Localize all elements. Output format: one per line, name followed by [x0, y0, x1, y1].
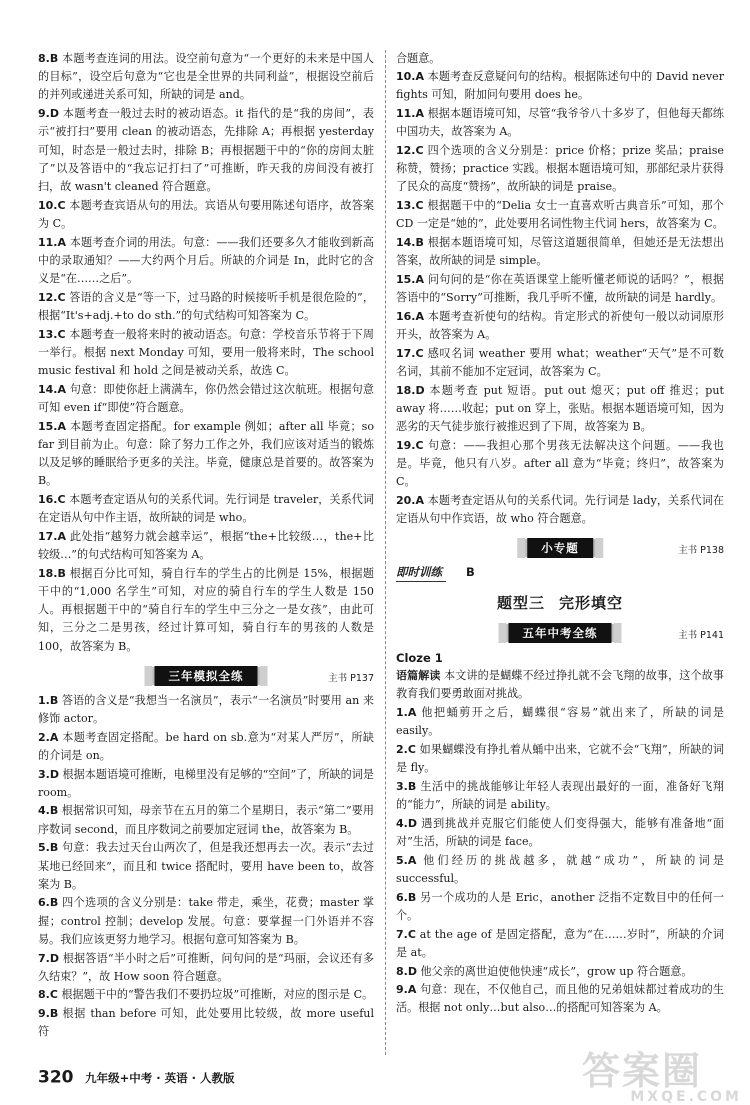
answer-number: 8.D [396, 964, 417, 978]
answer-explanation: 句意：即使你赶上满满车，你仍然会错过这次航班。根据句意可知 even if“即使”符合题意。 [38, 382, 374, 414]
answer-explanation: 如果蝴蝶没有挣扎着从蛹中出来，它就不会“飞翔”，所缺的词是 fly。 [396, 743, 724, 775]
answer-explanation: 根据题干中的“Delia 女士一直喜欢听古典音乐”可知，那个 CD 一定是“她的”，此处要用名词性物主代词 hers，故答案为 C。 [396, 199, 725, 231]
answer-number: 12.C [38, 290, 66, 304]
answer-item [396, 68, 724, 104]
answer-explanation: 根据常识可知，母亲节在五月的第二个星期日，表示“第二”要用序数词 second，而且序数词之前要加定冠词 the，故答案为 B。 [38, 804, 374, 836]
answer-item [396, 778, 724, 814]
answer-explanation: 根据题干中的“警告我们不要扔垃圾”可推断，对应的图示是 C。 [61, 988, 374, 1002]
answer-item [38, 986, 374, 1004]
answer-explanation: 他们经历的挑战越多，就越“成功”，所缺的词是 successful。 [396, 853, 724, 886]
answer-item [38, 950, 374, 986]
answer-item [396, 741, 724, 777]
section-page-ref-five-year: 主书 P141 [678, 630, 724, 642]
answer-explanation: 另一个成功的人是 Eric，another 泛指不定数目中的任何一个。 [396, 890, 724, 922]
answer-item [396, 926, 724, 962]
section-banner-five-year: 五年中考全练 [509, 623, 612, 643]
answer-number: 13.C [396, 199, 424, 213]
section-header-three-year [38, 662, 374, 688]
answer-item [38, 326, 374, 381]
left-answers-top [38, 50, 374, 656]
section-banner: 三年模拟全练 [155, 666, 258, 686]
answer-number: 15.A [396, 272, 424, 286]
answer-explanation: 四个选项的含义分别是：price 价格；prize 奖品；praise 称赞，赞扬；practice 实践。根据本题语境可知，那部纪录片获得了民众的高度“赞扬”，故所缺的词是 praise。 [396, 144, 724, 194]
answer-item [396, 492, 724, 528]
answer-item [38, 692, 374, 728]
answer-explanation: 遇到挑战并克服它们能使人们变得强大，能够有准备地“面对”生活，所缺的词是 face。 [396, 816, 724, 849]
answer-number: 20.A [396, 493, 424, 507]
answer-item [38, 197, 374, 233]
watermark-line2: MXQE.COM [630, 1089, 742, 1105]
answer-explanation: 他父亲的离世迫使他快速“成长”，grow up 符合题意。 [420, 964, 693, 978]
mini-topic-banner: 小专题 [527, 538, 593, 558]
answer-number: 6.B [38, 896, 59, 910]
answer-number: 17.C [396, 346, 424, 360]
answer-number: 11.A [38, 235, 66, 249]
answer-number: 9.A [396, 983, 417, 997]
answer-explanation: 本题考查 put 短语。put out 熄灭；put off 推迟；put away 将……收起；put on 穿上，张贴。根据本题语境可知，因为恶劣的天气徒步旅行被推迟到了下周，故答案为 B。 [396, 383, 724, 434]
answer-explanation: at the age of 是固定搭配，意为“在……岁时”，所缺的介词是 at。 [396, 927, 725, 959]
answer-number: 9.D [38, 107, 59, 121]
answer-item [38, 766, 374, 802]
right-column [396, 50, 724, 1018]
answer-number: 10.A [396, 70, 424, 84]
answer-explanation: 本题考查一般过去时的被动语态。it 指代的是“我的房间”，表示“被打扫”要用 clean 的被动语态，先排除 A；再根据 yesterday 可知，时态是一般过去时，排除 B；再根据题干中的“你的房间太脏了”以及答语中的“我忘记打扫了”可推断，昨天我的房间没有被打扫，故 wasn't cleaned 符合题意。 [38, 107, 374, 193]
answer-number: 3.D [38, 767, 59, 781]
answer-item [396, 271, 724, 307]
answer-explanation: 本题考查定语从句的关系代词。先行词是 traveler，关系代词在定语从句中作主语，故所缺的词是 who。 [38, 492, 374, 525]
question-type-number: 题型三 [496, 594, 545, 613]
answer-item [396, 963, 724, 981]
answer-item [396, 437, 724, 492]
answer-number: 17.A [38, 529, 66, 543]
left-answers-bottom [38, 692, 374, 1042]
answer-number: 14.B [396, 236, 424, 250]
answer-number: 2.C [396, 743, 416, 757]
answer-number: 19.C [396, 438, 424, 452]
answer-item [38, 894, 374, 949]
answer-item [38, 381, 374, 417]
left-column [38, 50, 374, 1042]
answer-number: 9.B [38, 1007, 59, 1021]
mini-topic-header [396, 534, 724, 560]
answer-number: 5.B [38, 841, 59, 855]
answer-explanation: 他把蛹剪开之后，蝴蝶很“容易”就出来了，所缺的词是 easily。 [396, 706, 724, 738]
answer-number: 14.A [38, 382, 66, 396]
mini-topic-page-ref: 主书 P138 [678, 545, 724, 557]
answer-explanation: 问句问的是“你在英语课堂上能听懂老师说的话吗？”，根据答语中的“Sorry”可推断，我几乎听不懂，故所缺的词是 hardly。 [396, 272, 724, 305]
answer-explanation: 答语的含义是“我想当一名演员”，表示“一名演员”时要用 an 来修饰 actor。 [38, 693, 375, 725]
right-answers-bottom [396, 704, 724, 1017]
answer-item [396, 345, 724, 381]
ontime-training-answer: B [466, 565, 475, 580]
answer-item [38, 565, 374, 656]
question-type-name: 完形填空 [559, 594, 624, 613]
passage-intro-label: 语篇解读 [396, 669, 441, 683]
answer-number: 2.A [38, 730, 59, 744]
answer-number: 5.A [396, 853, 417, 867]
continued-text: 合题意。 [396, 52, 441, 65]
answer-explanation: 根据本题语境可推断，电梯里没有足够的“空间”了，所缺的词是 room。 [38, 767, 374, 799]
answer-explanation: 根据本题语境可知，尽管“我爷爷八十多岁了，但他每天都练中国功夫，故答案为 A。 [396, 107, 724, 139]
answer-explanation: 本题考查宾语从句的用法。宾语从句要用陈述句语序，故答案为 C。 [38, 198, 374, 230]
answer-item [396, 142, 724, 197]
answer-number: 13.C [38, 327, 66, 341]
answer-item [396, 981, 724, 1017]
answer-item [38, 528, 374, 564]
answer-item [38, 50, 374, 105]
answer-number: 10.C [38, 198, 66, 212]
answer-explanation: 根据百分比可知，骑自行车的学生占的比例是 15%，根据题干中的“1,000 名学生”可知，对应的骑自行车的学生人数是 150 人。再根据题干中的“骑自行车的学生中三分之一是女孩”，由此可知，三分之二是男孩，经过计算可知，骑自行车的男孩的人数是 100，故答案为 B。 [38, 566, 374, 653]
answer-explanation: 答语的含义是“等一下，过马路的时候接听手机是很危险的”，根据“It's+adj.+to do sth.”的句式结构可知答案为 C。 [38, 290, 374, 322]
ontime-training-label: 即时训练 [396, 564, 446, 582]
answer-number: 15.A [38, 419, 66, 433]
answer-explanation: 本题考查介词的用法。句意：——我们还要多久才能收到新高中的录取通知？——大约两个月后。所缺的介词是 In，此时它的含义是“在……之后”。 [38, 235, 374, 285]
answer-number: 18.B [38, 566, 66, 580]
watermark-line1: 答案圈 [582, 1049, 703, 1093]
answer-number: 7.C [396, 927, 416, 941]
answer-item [396, 889, 724, 925]
answer-item [38, 802, 374, 838]
answer-explanation: 本题考查反意疑问句的结构。根据陈述句中的 David never fights 可知，附加问句要用 does he。 [396, 70, 724, 102]
answer-item [38, 491, 374, 527]
page-footer [38, 1067, 234, 1088]
book-title: 九年级+中考 · 英语 · 人教版 [85, 1070, 235, 1085]
answer-explanation: 根据答语“半小时之后”可推断，问句问的是“玛丽，会议还有多久结束？”，故 How soon 符合题意。 [38, 951, 374, 983]
answer-item [38, 234, 374, 289]
passage-intro [396, 667, 724, 703]
answer-number: 7.D [38, 951, 59, 965]
column-divider [385, 50, 386, 1055]
answer-item [38, 105, 374, 196]
answer-number: 4.D [396, 816, 417, 830]
answer-number: 4.B [38, 804, 59, 818]
cloze-title: Cloze 1 [396, 651, 443, 666]
answer-explanation: 本题考查固定搭配。for example 例如；after all 毕竟；so far 到目前为止。句意：除了努力工作之外，我们应该对适当的锻炼以及足够的睡眠给予更多的关注。毕竟，健康总是首要的。故答案为 B。 [38, 419, 374, 488]
answer-explanation: 句意：现在，不仅他自己，而且他的兄弟姐妹都过着成功的生活。根据 not only…but also…的搭配可知答案为 A。 [396, 983, 724, 1015]
answer-item [396, 234, 724, 270]
answer-item [396, 308, 724, 344]
answer-number: 16.C [38, 492, 66, 506]
answer-item [396, 815, 724, 851]
answer-number: 3.B [396, 780, 417, 793]
answer-explanation: 本题考查定语从句的关系代词。先行词是 lady，关系代词在定语从句中作宾语，故 who 符合题意。 [396, 493, 725, 526]
answer-explanation: 句意：我去过天台山两次了，但是我还想再去一次。表示“去过某地已经回来”，而且和 twice 搭配时，要用 have been to，故答案为 B。 [38, 841, 374, 891]
answer-number: 6.B [396, 890, 417, 904]
answer-number: 1.B [38, 693, 59, 707]
answer-item [396, 382, 724, 437]
section-page-ref: 主书 P137 [328, 672, 374, 684]
watermark-logo [582, 1040, 742, 1105]
answer-item [396, 852, 724, 888]
answer-item [38, 839, 374, 894]
answer-explanation: 本题考查连词的用法。设空前句意为“一个更好的未来是中国人的目标”，设空后句意为“它也是全世界的共同利益”，根据设空前后的并列或递进关系可知，所缺的词是 and。 [38, 52, 374, 102]
question-type-title [396, 592, 724, 613]
answer-explanation: 根据 than before 可知，此处要用比较级，故 more useful 符 [38, 1007, 374, 1039]
answer-number: 8.B [38, 52, 59, 65]
answer-item [38, 418, 374, 491]
answer-explanation: 句意：——我担心那个男孩无法解决这个问题。——我也是。毕竟，他只有八岁。after all 意为“毕竟；终归”，故答案为 C。 [396, 438, 724, 489]
answer-explanation: 生活中的挑战能够让年轻人表现出最好的一面，准备好飞翔的“能力”，所缺的词是 ability。 [396, 780, 724, 812]
ontime-training [396, 564, 724, 584]
answer-number: 8.C [38, 988, 58, 1002]
answer-explanation: 四个选项的含义分别是：take 带走，乘坐，花费；master 掌握；control 控制；develop 发展。句意：要掌握一门外语并不容易。我们应该更努力地学习。根据句意可知答案为 B。 [38, 896, 375, 946]
answer-explanation: 此处指“越努力就会越幸运”，根据“the+比较级…，the+比较级…”的句式结构可知答案为 A。 [38, 529, 375, 561]
answer-item [396, 105, 724, 141]
answer-number: 12.C [396, 144, 424, 158]
answer-explanation: 本题考查一般将来时的被动语态。句意：学校音乐节将于下周一举行。根据 next Monday 可知，要用一般将来时，The school music festival 和 hold 之间是被动关系，故选 C。 [38, 327, 374, 377]
answer-number: 1.A [396, 706, 417, 720]
answer-item [396, 704, 724, 740]
answer-item [38, 1005, 374, 1041]
answer-number: 11.A [396, 107, 424, 121]
answer-number: 18.D [396, 383, 425, 397]
answer-explanation: 感叹名词 weather 要用 what；weather“天气”是不可数名词，其前不能加不定冠词，故答案为 C。 [396, 346, 724, 378]
answer-item [38, 289, 374, 325]
answer-explanation: 根据本题语境可知，尽管这道题很简单，但她还是无法想出答案，故所缺的词是 simple。 [396, 236, 724, 268]
section-header-five-year [396, 619, 724, 645]
right-answers-top [396, 68, 724, 528]
page-number: 320 [38, 1067, 74, 1088]
answer-item [38, 729, 374, 765]
answer-explanation: 本题考查固定搭配。be hard on sb.意为“对某人严厉”，所缺的介词是 on。 [38, 730, 374, 762]
answer-number: 16.A [396, 309, 424, 323]
passage-intro-text: 本文讲的是蝴蝶不经过挣扎就不会飞翔的故事，这个故事教育我们要勇敢面对挑战。 [396, 669, 724, 701]
answer-item [396, 197, 724, 233]
answer-explanation: 本题考查祈使句的结构。肯定形式的祈使句一般以动词原形开头，故答案为 A。 [396, 309, 724, 342]
